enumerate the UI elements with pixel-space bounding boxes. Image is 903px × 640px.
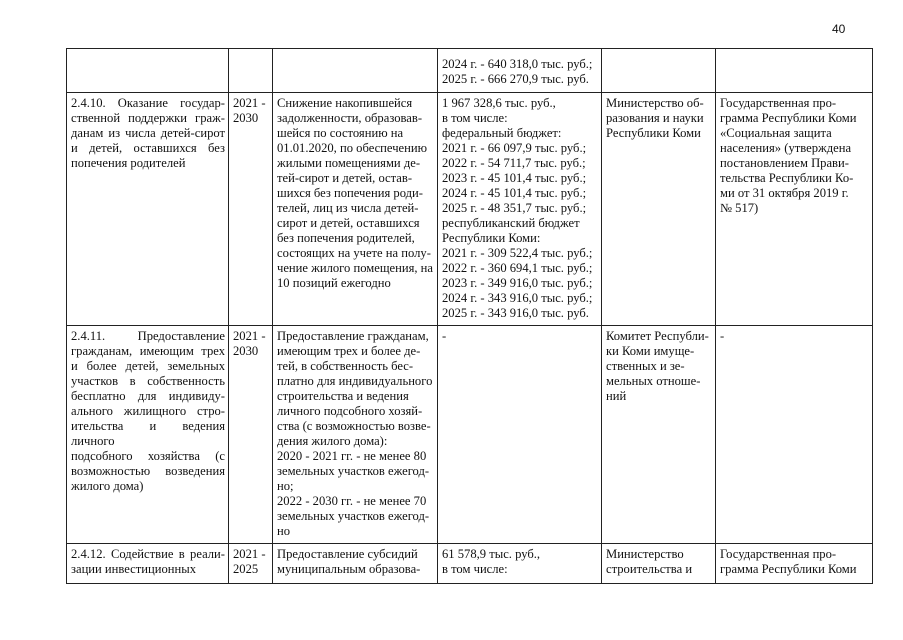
cell-text-line: тей-сирот и детей, остав- xyxy=(277,171,413,185)
cell-text-line: грамма Республики Коми xyxy=(720,562,857,576)
cell-text-line: Предоставление гражданам, xyxy=(277,329,429,343)
cell-text-line: Государственная про- xyxy=(720,547,837,561)
cell-text-line: попечения родителей xyxy=(71,156,186,170)
cell-text-line: Республики Коми: xyxy=(442,231,541,245)
cell-text-line: и более детей, земельных xyxy=(71,359,225,373)
cell-text-line: республиканский бюджет xyxy=(442,216,580,230)
cell-text-line: 2021 г. - 66 097,9 тыс. руб.; xyxy=(442,141,587,155)
cell-text-line: сирот и детей, оставшихся xyxy=(277,216,420,230)
cell-result xyxy=(273,544,438,584)
cell-text-line: гражданам, имеющим трех xyxy=(71,344,225,358)
cell-text-line: 2021 - xyxy=(233,329,266,343)
cell-text-line: 10 позиций ежегодно xyxy=(277,276,391,290)
cell-text-line: - xyxy=(720,329,725,343)
cell-text-line: возможностью возведения xyxy=(71,464,225,478)
cell-text-line: тельства Республики Ко- xyxy=(720,171,854,185)
table-row xyxy=(67,326,873,544)
cell-program xyxy=(716,326,873,544)
cell-text-line: данам из числа детей-сирот xyxy=(71,126,225,140)
cell-text-line: 2024 г. - 45 101,4 тыс. руб.; xyxy=(442,186,587,200)
cell-text-line: бесплатно для индивиду- xyxy=(71,389,225,403)
cell-text-line: муниципальным образова- xyxy=(277,562,421,576)
cell-period xyxy=(229,326,273,544)
cell-text-line: ства (с возможностью возве- xyxy=(277,419,431,433)
cell-responsible xyxy=(602,544,716,584)
cell-text-line: телей, лиц из числа детей- xyxy=(277,201,419,215)
cell-text-line: 2030 xyxy=(233,111,259,125)
cell-name xyxy=(67,544,229,584)
cell-text-line: федеральный бюджет: xyxy=(442,126,562,140)
cell-text-line: в том числе: xyxy=(442,562,508,576)
cell-period xyxy=(229,49,273,93)
cell-responsible xyxy=(602,93,716,326)
cell-text-line: платно для индивидуального xyxy=(277,374,433,388)
cell-funding xyxy=(438,93,602,326)
cell-text-line: 2.4.10. Оказание государ- xyxy=(71,96,225,110)
cell-text-line: грамма Республики Коми xyxy=(720,111,857,125)
cell-text-line: Снижение накопившейся xyxy=(277,96,413,110)
cell-text-line: 2025 г. - 343 916,0 тыс. руб. xyxy=(442,306,589,320)
cell-text-line: строительства и xyxy=(606,562,693,576)
cell-text-line: Министерство об- xyxy=(606,96,704,110)
cell-text-line: 2022 г. - 54 711,7 тыс. руб.; xyxy=(442,156,586,170)
cell-text-line: шихся без попечения роди- xyxy=(277,186,423,200)
cell-text-line: зации инвестиционных xyxy=(71,562,197,576)
cell-text-line: состоящих на учете на полу- xyxy=(277,246,431,260)
cell-name xyxy=(67,49,229,93)
table-row xyxy=(67,93,873,326)
cell-text-line: строительства и ведения xyxy=(277,389,409,403)
cell-text-line: Государственная про- xyxy=(720,96,837,110)
cell-text-line: 2.4.12. Содействие в реали- xyxy=(71,547,225,561)
cell-text-line: ний xyxy=(606,389,627,403)
cell-text-line: 2.4.11. Предоставление xyxy=(71,329,225,343)
cell-text-line: в том числе: xyxy=(442,111,508,125)
table-row xyxy=(67,544,873,584)
cell-text-line: 2021 - xyxy=(233,547,266,561)
cell-text-line: 2021 г. - 309 522,4 тыс. руб.; xyxy=(442,246,593,260)
cell-text-line: участков в собственность xyxy=(71,374,225,388)
table-row xyxy=(67,49,873,93)
cell-text-line: дения жилого дома): xyxy=(277,434,388,448)
cell-text-line: 2023 г. - 45 101,4 тыс. руб.; xyxy=(442,171,587,185)
cell-text-line: 2025 г. - 666 270,9 тыс. руб. xyxy=(442,72,589,86)
cell-text-line: 1 967 328,6 тыс. руб., xyxy=(442,96,556,110)
cell-text-line: чение жилого помещения, на xyxy=(277,261,434,275)
cell-text-line: «Социальная защита xyxy=(720,126,832,140)
cell-text-line: жилого дома) xyxy=(71,479,144,493)
cell-result xyxy=(273,49,438,93)
cell-text-line: личного подсобного хозяй- xyxy=(277,404,423,418)
cell-text-line: Предоставление субсидий xyxy=(277,547,418,561)
cell-text-line: земельных участков ежегод- xyxy=(277,509,430,523)
cell-text-line: 2022 г. - 360 694,1 тыс. руб.; xyxy=(442,261,593,275)
cell-text-line: населения» (утверждена xyxy=(720,141,852,155)
cell-text-line: 2020 - 2021 гг. - не менее 80 xyxy=(277,449,427,463)
cell-text-line: Комитет Республи- xyxy=(606,329,709,343)
cell-text-line: земельных участков ежегод- xyxy=(277,464,430,478)
cell-text-line: 2024 г. - 640 318,0 тыс. руб.; xyxy=(442,57,593,71)
cell-text-line: и детей, оставшихся без xyxy=(71,141,225,155)
cell-funding xyxy=(438,544,602,584)
cell-text-line: 2023 г. - 349 916,0 тыс. руб.; xyxy=(442,276,593,290)
page-number: 40 xyxy=(832,22,846,36)
cell-funding xyxy=(438,49,602,93)
cell-name xyxy=(67,326,229,544)
cell-text-line: ми от 31 октября 2019 г. xyxy=(720,186,849,200)
cell-text-line: № 517) xyxy=(720,201,759,215)
cell-result xyxy=(273,326,438,544)
cell-text-line: Министерство xyxy=(606,547,684,561)
cell-program xyxy=(716,49,873,93)
cell-text-line: подсобного хозяйства (с xyxy=(71,449,225,463)
cell-period xyxy=(229,544,273,584)
cell-text-line: разования и науки xyxy=(606,111,704,125)
cell-program xyxy=(716,93,873,326)
cell-text-line: постановлением Прави- xyxy=(720,156,849,170)
cell-responsible xyxy=(602,49,716,93)
cell-text-line: ственной поддержки граж- xyxy=(71,111,225,125)
cell-period xyxy=(229,93,273,326)
cell-text-line: но; xyxy=(277,479,294,493)
cell-text-line: ки Коми имуще- xyxy=(606,344,695,358)
cell-text-line: но xyxy=(277,524,291,538)
cell-text-line: жилыми помещениями де- xyxy=(277,156,421,170)
cell-text-line: мельных отноше- xyxy=(606,374,701,388)
cell-text-line: задолженности, образовав- xyxy=(277,111,423,125)
cell-text-line: 01.01.2020, по обеспечению xyxy=(277,141,428,155)
cell-result xyxy=(273,93,438,326)
cell-text-line: - xyxy=(442,329,447,343)
measures-table xyxy=(66,48,873,584)
cell-program xyxy=(716,544,873,584)
cell-text-line: 2022 - 2030 гг. - не менее 70 xyxy=(277,494,427,508)
cell-text-line: 2025 г. - 48 351,7 тыс. руб.; xyxy=(442,201,587,215)
cell-text-line: ственных и зе- xyxy=(606,359,685,373)
cell-text-line: Республики Коми xyxy=(606,126,701,140)
cell-funding xyxy=(438,326,602,544)
cell-text-line: тей, в собственность бес- xyxy=(277,359,414,373)
cell-text-line: 61 578,9 тыс. руб., xyxy=(442,547,541,561)
cell-text-line: без попечения родителей, xyxy=(277,231,415,245)
cell-responsible xyxy=(602,326,716,544)
cell-text-line: шейся по состоянию на xyxy=(277,126,404,140)
cell-text-line: имеющим трех и более де- xyxy=(277,344,421,358)
cell-text-line: 2024 г. - 343 916,0 тыс. руб.; xyxy=(442,291,593,305)
cell-text-line: 2030 xyxy=(233,344,259,358)
cell-text-line: ительства и ведения личного xyxy=(71,419,225,448)
cell-text-line: ального жилищного стро- xyxy=(71,404,225,418)
cell-text-line: 2021 - xyxy=(233,96,266,110)
cell-name xyxy=(67,93,229,326)
cell-text-line: 2025 xyxy=(233,562,259,576)
